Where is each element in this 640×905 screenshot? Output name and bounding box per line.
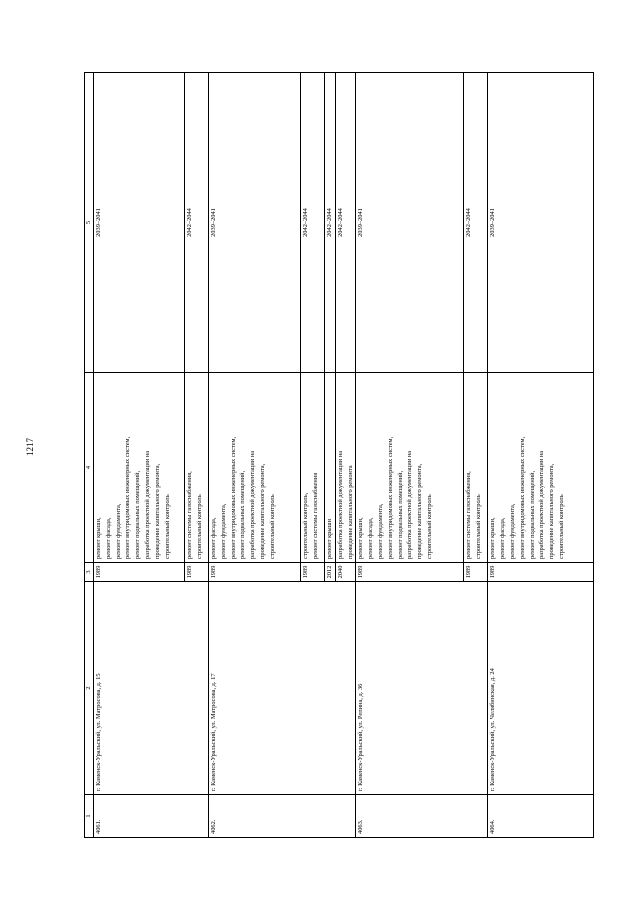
row-period: 2039–2041 [94, 73, 185, 373]
row-year: 1989 [185, 563, 209, 582]
row-address: г. Каменск-Уральский, ул. Матросова, д. 17 [209, 582, 356, 795]
header-col-4: 4 [85, 373, 94, 563]
row-works: разработка проектной документации на проведение капитального ремонта [335, 373, 356, 563]
row-number: 4063. [356, 795, 488, 838]
row-works: строительный контроль, ремонт системы газоснабжения [301, 373, 325, 563]
row-year: 1989 [488, 563, 594, 582]
table-row [488, 73, 594, 838]
row-year: 2040 [335, 563, 356, 582]
row-year: 1989 [209, 563, 301, 582]
row-year: 1989 [464, 563, 488, 582]
row-works: ремонт крыши [325, 373, 336, 563]
row-number: 4062. [209, 795, 356, 838]
row-number: 4064. [488, 795, 594, 838]
row-year: 1989 [94, 563, 185, 582]
row-period: 2042–2044 [325, 73, 336, 373]
rotated-table-wrapper [84, 78, 600, 838]
header-col-3: 3 [85, 563, 94, 582]
row-works: ремонт крыши, ремонт фасада, ремонт фундамента, ремонт внутридомовых инженерных систем, ремонт подвальных помещений, разработка проектной документации на проведение капитального ремонта, строительный контроль [94, 373, 185, 563]
row-period: 2042–2044 [301, 73, 325, 373]
row-period: 2039–2041 [356, 73, 464, 373]
row-address: г. Каменск-Уральский, ул. Челябинская, д. 24 [488, 582, 594, 795]
row-year: 2012 [325, 563, 336, 582]
page-number: 1217 [25, 438, 35, 456]
row-period: 2042–2044 [185, 73, 209, 373]
row-works: ремонт системы газоснабжения, строительный контроль [464, 373, 488, 563]
header-col-1: 1 [85, 795, 94, 838]
row-address: г. Каменск-Уральский, ул. Матросова, д. 15 [94, 582, 209, 795]
row-period: 2042–2044 [464, 73, 488, 373]
row-number: 4061. [94, 795, 209, 838]
row-year: 1989 [301, 563, 325, 582]
row-period: 2039–2041 [209, 73, 301, 373]
table-row [356, 73, 464, 838]
row-works: ремонт системы газоснабжения, строительный контроль [185, 373, 209, 563]
row-works: ремонт крыши, ремонт фасада, ремонт фундамента, ремонт внутридомовых инженерных систем, ремонт подвальных помещений, разработка проектной документации на проведение капитального ремонта, строительный контроль [356, 373, 464, 563]
row-works: ремонт фасада, ремонт фундамента, ремонт внутридомовых инженерных систем, ремонт подвальных помещений, разработка проектной документации на проведение капитального ремонта, строительный контроль [209, 373, 301, 563]
table-row [94, 73, 185, 838]
repair-schedule-table [84, 72, 594, 838]
table-row [209, 73, 301, 838]
header-col-2: 2 [85, 582, 94, 795]
row-period: 2042–2044 [335, 73, 356, 373]
row-works: ремонт крыши, ремонт фасада, ремонт фундамента, ремонт внутридомовых инженерных систем, ремонт подвальных помещений, разработка проектной документации на проведение капитального ремонта, строительный контроль [488, 373, 594, 563]
row-year: 1989 [356, 563, 464, 582]
header-row [85, 73, 94, 838]
header-col-5: 5 [85, 73, 94, 373]
row-period: 2039–2041 [488, 73, 594, 373]
row-address: г. Каменск-Уральский, ул. Репина, д. 36 [356, 582, 488, 795]
